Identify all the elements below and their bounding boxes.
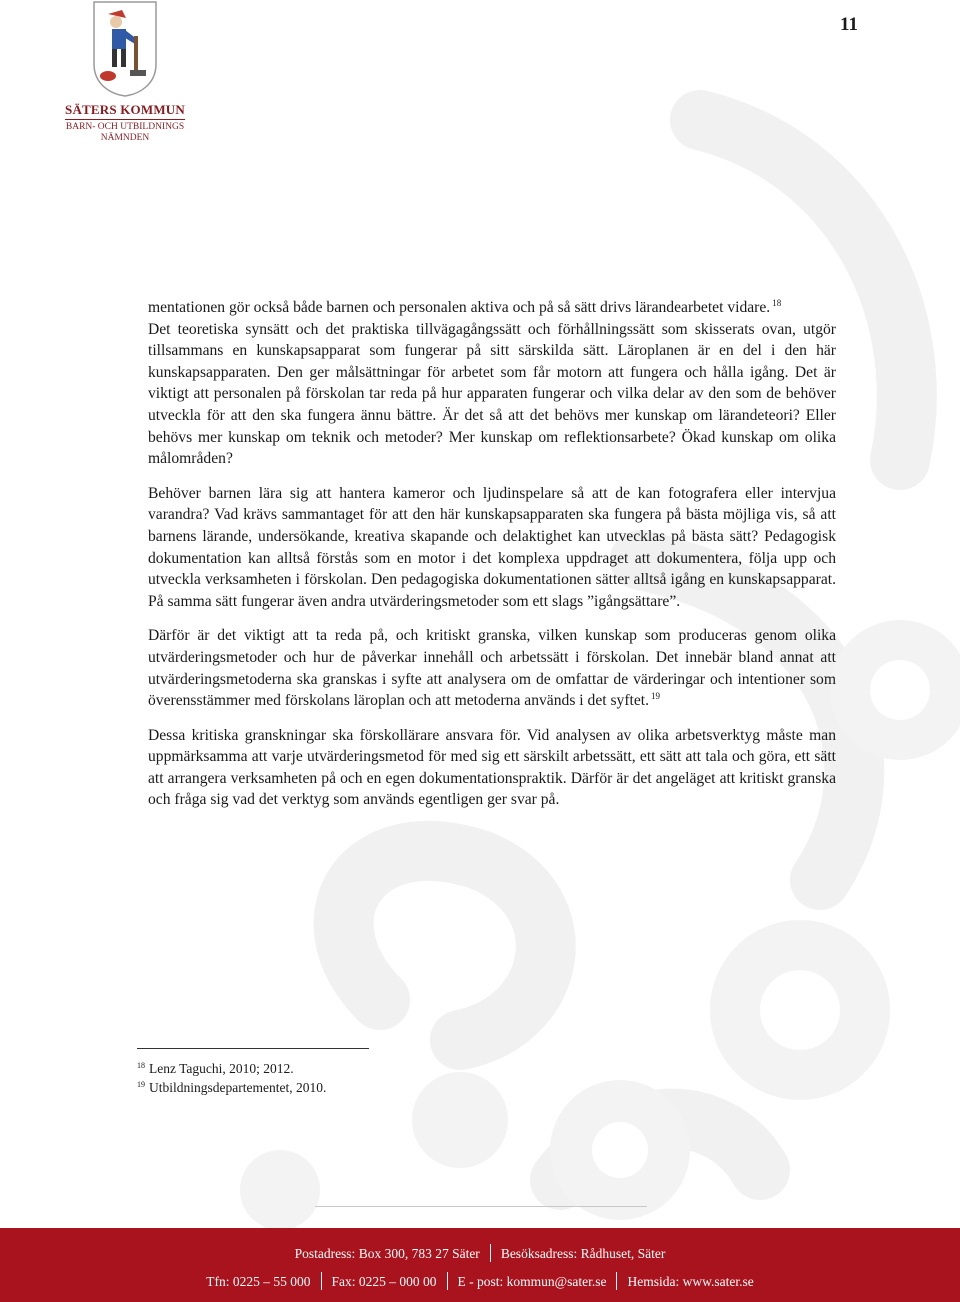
department-name: BARN- OCH UTBILDNINGS NÄMNDEN	[65, 122, 185, 143]
visiting-address: Besöksadress: Rådhuset, Säter	[500, 1246, 666, 1261]
paragraph: Dessa kritiska granskningar ska förskollärare ansvara för. Vid analysen av olika arbetsverktyg måste man uppmärksamma att varje utvärderingsmetod för med sig ett särskilt arbetssätt, ett sätt att tala och göra, ett sätt att arrangera verksamheten på och en egen dokumentationspraktik. Därför är det angeläget att kritiskt granska och fråga sig vad det verktyg som används egentligen ger svar på.	[148, 726, 836, 809]
paragraph: mentationen gör också både barnen och personalen aktiva och på så sätt drivs lärandearbetet vidare. $^{18}$	[148, 298, 782, 316]
email-link[interactable]: E - post: kommun@sater.se	[457, 1274, 607, 1289]
footer-separator	[490, 1244, 491, 1262]
phone-number: Tfn: 0225 – 55 000	[206, 1274, 311, 1289]
footer-separator	[616, 1272, 617, 1290]
footnote-reference[interactable]: 18	[772, 298, 782, 308]
main-text	[148, 297, 836, 824]
fax-number: Fax: 0225 – 000 00	[331, 1274, 437, 1289]
organization-name: SÄTERS KOMMUN	[65, 102, 185, 120]
coat-of-arms-icon	[92, 0, 158, 98]
footnote-item: $^{19}$ Utbildningsdepartementet, 2010.	[137, 1080, 327, 1095]
page-number: 11	[840, 14, 858, 35]
postal-address: Postadress: Box 300, 783 27 Säter	[294, 1246, 480, 1261]
footnote-reference[interactable]: 19	[651, 691, 661, 702]
footer-separator	[447, 1272, 448, 1290]
paragraph: Därför är det viktigt att ta reda på, och kritiskt granska, vilken kunskap som produceras genom olika utvärderingsmetoder och hur de påverkar innehåll och arbetssätt i förskolan. Det innebär bland annat att utvärderingsmetoderna ska granskas i syfte att analysera om de omfattar de värderingar och intentioner som överensstämmer med förskolans läroplan och att metoderna används i det syftet. $^{19}$	[148, 627, 836, 710]
footnote-item: $^{18}$ Lenz Taguchi, 2010; 2012.	[137, 1061, 294, 1076]
contact-footer	[0, 1228, 960, 1302]
website-link[interactable]: Hemsida: www.sater.se	[627, 1274, 754, 1289]
footer-divider	[315, 1206, 647, 1207]
paragraph: Det teoretiska synsätt och det praktiska tillvägagångssätt och förhållningssätt som skisserats ovan, utgör tillsammans en kunskapsapparat som fungerar på sitt särskilda sätt. Läroplanen är en del i den här kunskapsapparaten. Den ger målsättningar för arbetet som får motorn att fungera och hålla igång. Det är viktigt att personalen på förskolan tar reda på hur apparaten fungerar och vilka delar av den som de behöver utveckla för att den ska fungera ännu bättre. Är det så att det behövs mer kunskap om lärandeteori? Eller behövs mer kunskap om teknik och metoder? Mer kunskap om reflektionsarbete? Ökad kunskap om olika målområden?	[148, 320, 836, 468]
footer-separator	[321, 1272, 322, 1290]
footer-address-row	[0, 1244, 960, 1262]
municipality-logo	[60, 0, 190, 144]
footer-contact-row	[0, 1272, 960, 1290]
footnotes	[137, 1059, 326, 1097]
footnote-separator	[137, 1048, 369, 1049]
paragraph: Behöver barnen lära sig att hantera kameror och ljudinspelare så att de kan fotografera eller intervjua varandra? Vad krävs sammantaget för att den här kunskapsapparaten ska fungera på bästa möjliga vis, så att barnens lärande, undersökande, kreativa skapande och delaktighet kan utvecklas på bästa sätt? Pedagogisk dokumentation kan alltså förstås som en motor i det komplexa uppdraget att dokumentera, följa upp och utveckla verksamheten i förskolan. Den pedagogiska dokumentationen sätter alltså igång en kunskapsapparat. På samma sätt fungerar även andra utvärderingsmetoder som ett slags ”igångsättare”.	[148, 484, 836, 610]
